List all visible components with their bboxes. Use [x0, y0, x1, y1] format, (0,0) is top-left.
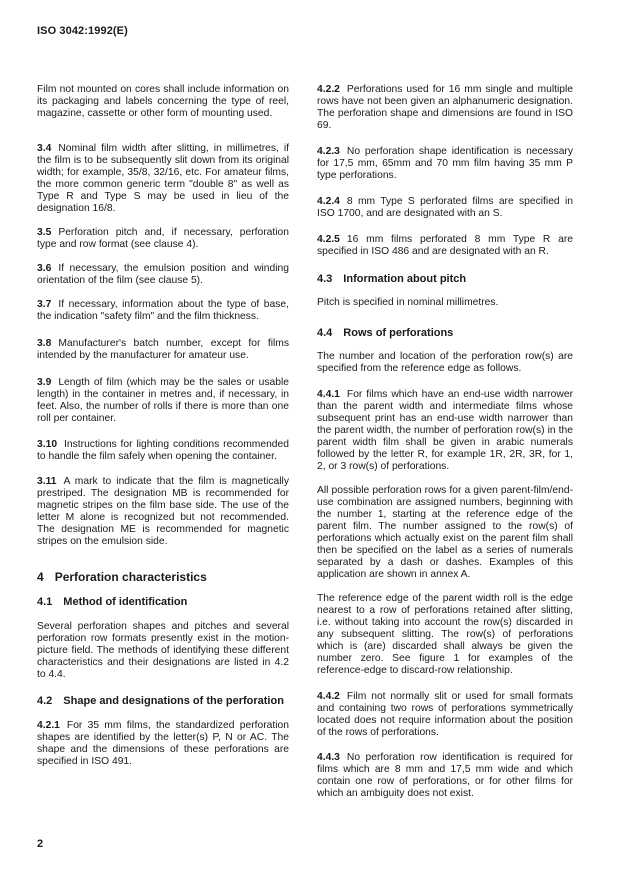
clause-3-10: 3.10 Instructions for lighting conditions recommended to handle the film safely when opening the container. [37, 439, 289, 462]
clause-4-4-2: 4.4.2 Film not normally slit or used for small formats and containing two rows of perforations symmetrically located does not require information about the position of the rows of perforations. [317, 691, 573, 738]
paragraph-4-4-1-reference-edge: The reference edge of the parent width roll is the edge nearest to a row of perforations retained after slitting, i.e. without taking into account the row(s) discarded in any subsequent slitting. The row(s) of perforations which is (are) discarded shall always be given the number zero. See figure 1 for examples of the reference-edge to discard-row relationship. [317, 593, 573, 676]
clause-3-4: 3.4 Nominal film width after slitting, in millimetres, if the film is to be subsequently slit down from its original width; for example, 35/8, 32/16, etc. For amateur films, the more common generic term "double 8" as well as Type R and Type S may be used in lieu of the designation 16/8. [37, 143, 289, 214]
subsection-heading-4-2: 4.2 Shape and designations of the perforation [37, 695, 284, 707]
left-column [37, 84, 289, 768]
paragraph-4-3: Pitch is specified in nominal millimetres. [317, 297, 499, 308]
paragraph-4-1: Several perforation shapes and pitches and several perforation row formats presently exist in the motion-picture field. The methods of identifying these different characteristics and their designations are listed in 4.2 to 4.4. [37, 621, 289, 680]
clause-3-7: 3.7 If necessary, information about the type of base, the indication "safety film" and the film thickness. [37, 299, 289, 322]
clause-3-5: 3.5 Perforation pitch and, if necessary, perforation type and row format (see clause 4). [37, 227, 289, 250]
clause-4-4-3: 4.4.3 No perforation row identification is required for films which are 8 mm and 17,5 mm wide and which contain one row of perforations, or for other films for which an ambiguity does not exist. [317, 752, 573, 799]
clause-4-2-3: 4.2.3 No perforation shape identification is necessary for 17,5 mm, 65mm and 70 mm film having 35 mm P type perforations. [317, 146, 573, 181]
document-header: ISO 3042:1992(E) [37, 25, 128, 37]
paragraph-4-4: The number and location of the perforation row(s) are specified from the reference edge as follows. [317, 351, 573, 374]
right-column [317, 84, 573, 800]
clause-4-2-2: 4.2.2 Perforations used for 16 mm single and multiple rows have not been given an alphanumeric designation. The perforation shape and dimensions are found in ISO 69. [317, 84, 573, 131]
intro-paragraph: Film not mounted on cores shall include information on its packaging and labels concerning the type of reel, magazine, cassette or other form of mounting used. [37, 84, 289, 119]
clause-3-9: 3.9 Length of film (which may be the sales or usable length) in the container in metres and, if necessary, in feet. Also, the number of rolls if there is more than one roll per container. [37, 377, 289, 424]
subsection-heading-4-4: 4.4 Rows of perforations [317, 327, 454, 339]
page-number: 2 [37, 838, 44, 850]
clause-3-11: 3.11 A mark to indicate that the film is magnetically prestriped. The designation MB is recommended for magnetic stripes on the film base side. The use of the letter M alone is recognized but not recommended. The designation ME is recommended for magnetic stripes on the emulsion side. [37, 476, 289, 547]
clause-3-6: 3.6 If necessary, the emulsion position and winding orientation of the film (see clause 5). [37, 263, 289, 286]
clause-4-2-4: 4.2.4 8 mm Type S perforated films are specified in ISO 1700, and are designated with an S. [317, 196, 573, 219]
clause-3-8: 3.8 Manufacturer's batch number, except for films intended by the manufacturer for amateur use. [37, 338, 289, 361]
clause-4-4-1: 4.4.1 For films which have an end-use width narrower than the parent width and intermediate films whose subsequent print has an end-use width narrower than the parent width, the number of perforation row(s) in the parent width film shall be given in arabic numerals followed by the letter R, for example 1R, 2R, 3R, for 1, 2, or 3 row(s) of perforations. [317, 389, 573, 472]
clause-4-2-1: 4.2.1 For 35 mm films, the standardized perforation shapes are identified by the letter(s) P, N or AC. The shape and the dimensions of these perforations are specified in ISO 491. [37, 720, 289, 767]
clause-4-2-5: 4.2.5 16 mm films perforated 8 mm Type R are specified in ISO 486 and are designated with an R. [317, 234, 573, 257]
subsection-heading-4-3: 4.3 Information about pitch [317, 273, 467, 285]
paragraph-4-4-1-numbering: All possible perforation rows for a given parent-film/end-use combination are assigned numbers, beginning with the number 1, starting at the reference edge of the parent film. The number assigned to the row(s) of perforations which actually exist on the parent film shall then be specified on the label as a series of numerals separated by a dash or dashes. Examples of this application are shown in annex A. [317, 485, 573, 580]
subsection-heading-4-1: 4.1 Method of identification [37, 596, 188, 608]
section-heading-4: 4 Perforation characteristics [37, 570, 207, 584]
